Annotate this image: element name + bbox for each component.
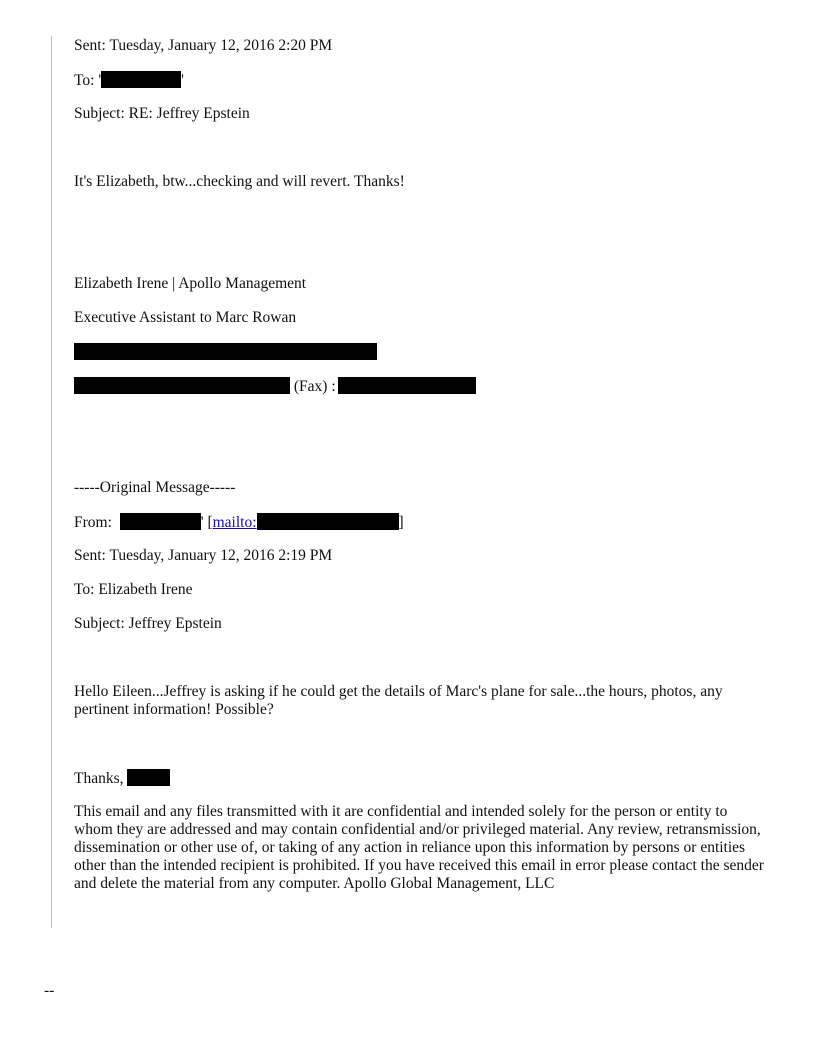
original-from-line [74,513,404,532]
mailto-close: ] [398,514,404,531]
mailto-open: [ [203,514,213,531]
signature-title-line: Executive Assistant to Marc Rowan [74,309,297,326]
thanks-text: Thanks, [74,770,128,787]
original-to-line: To: Elizabeth Irene [74,581,193,598]
signature-separator: -- [44,982,55,999]
reply-to-prefix: To: ' [74,72,102,89]
reply-to-line [74,71,184,90]
redaction-block [74,377,290,394]
reply-subject-line: Subject: RE: Jeffrey Epstein [74,105,250,122]
signature-name-line: Elizabeth Irene | Apollo Management [74,275,307,292]
redaction-block [257,513,399,530]
fax-label: (Fax) : [290,378,336,395]
signature-redacted-line [74,343,377,362]
redaction-block [74,343,377,360]
from-prefix: From: [74,514,116,531]
original-body: Hello Eileen...Jeffrey is asking if he could get the details of Marc's plane for sale...the hours, photos, any pertinent information! Possible? [74,683,723,718]
original-thanks-line [74,769,170,788]
redaction-block [127,769,170,786]
disclaimer-text: This email and any files transmitted with it are confidential and intended solely for the person or entity to whom they are addressed and may contain confidential and/or privileged material. Any review, retransmission, dissemination or other use of, or taking of any action in reliance upon this information by persons or entities other than the intended recipient is prohibited. If you have received this email in error please contact the sender and delete the material from any computer. Apollo Global Management, LLC [74,803,764,892]
redaction-block [101,71,181,88]
mailto-link[interactable]: mailto: [212,514,257,531]
reply-sent-line: Sent: Tuesday, January 12, 2016 2:20 PM [74,37,333,54]
signature-fax-line [74,377,476,396]
reply-body: It's Elizabeth, btw...checking and will revert. Thanks! [74,173,405,190]
redaction-block [120,513,201,530]
reply-to-suffix: ' [181,72,184,89]
original-sent-line: Sent: Tuesday, January 12, 2016 2:19 PM [74,547,333,564]
quote-bar [51,36,52,928]
from-quote: ' [200,514,204,531]
redaction-block [338,377,476,394]
original-subject-line: Subject: Jeffrey Epstein [74,615,222,632]
original-message-header: -----Original Message----- [74,479,236,496]
